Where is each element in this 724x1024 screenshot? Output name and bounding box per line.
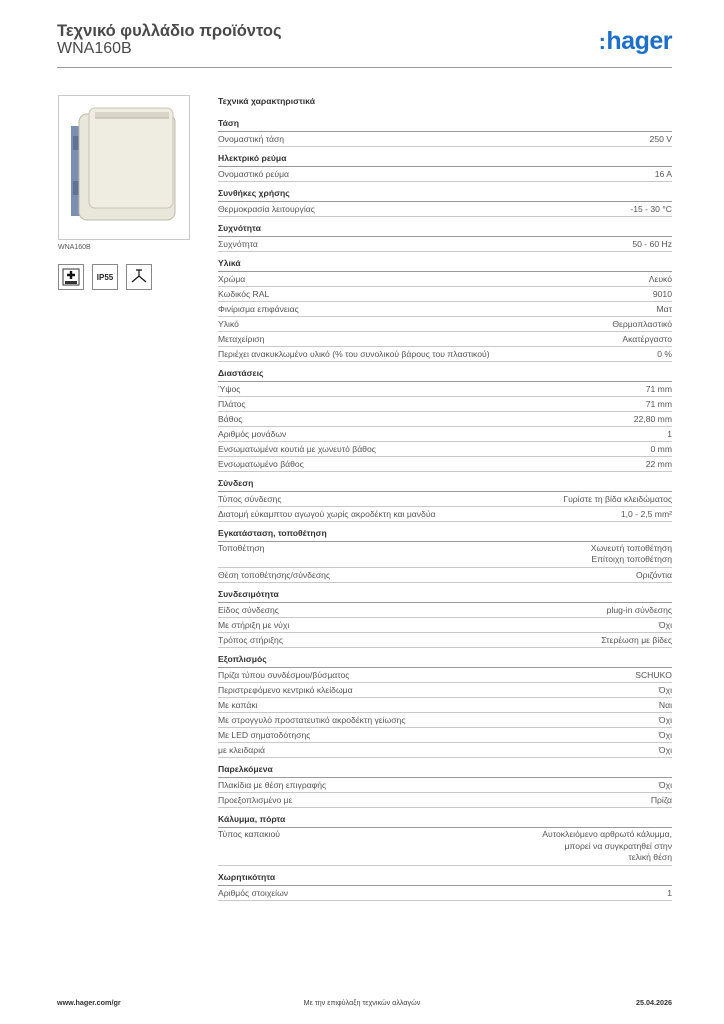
section-title: Κάλυμμα, πόρτα bbox=[218, 814, 672, 828]
spec-value: 16 A bbox=[654, 169, 672, 179]
spec-section bbox=[218, 528, 672, 583]
spec-row bbox=[218, 412, 672, 427]
spec-label: Χρώμα bbox=[218, 274, 246, 284]
section-title: Συνθήκες χρήσης bbox=[218, 188, 672, 202]
spec-label: Τοποθέτηση bbox=[218, 543, 265, 553]
spec-section bbox=[218, 118, 672, 147]
spec-row bbox=[218, 886, 672, 901]
spec-section bbox=[218, 258, 672, 362]
spec-row bbox=[218, 698, 672, 713]
spec-value: 1 bbox=[667, 888, 672, 899]
wiring-symbol-icon bbox=[126, 264, 152, 290]
spec-row bbox=[218, 683, 672, 698]
spec-label: Προεξοπλισμένο με bbox=[218, 795, 293, 806]
spec-label: Διατομή εύκαμπτου αγωγού χωρίς ακροδέκτη και μανδύα bbox=[218, 509, 436, 519]
spec-row bbox=[218, 272, 672, 287]
product-image bbox=[58, 95, 190, 240]
spec-label: Συχνότητα bbox=[218, 239, 258, 249]
spec-label: Με στήριξη με νύχι bbox=[218, 620, 290, 631]
spec-value: Αυτοκλειόμενο αρθρωτό κάλυμμα, μπορεί να συγκρατηθεί στην τελική θέση bbox=[542, 829, 672, 862]
spec-value: 250 V bbox=[649, 134, 672, 144]
spec-value: 71 mm bbox=[645, 384, 672, 394]
spec-value: Ματ bbox=[656, 304, 672, 314]
spec-value: Ακατέργαστο bbox=[622, 334, 672, 344]
spec-row bbox=[218, 397, 672, 412]
spec-label: Ενσωματωμένα κουτιά με χωνευτό βάθος bbox=[218, 444, 376, 454]
section-title: Συχνότητα bbox=[218, 223, 672, 237]
spec-row bbox=[218, 347, 672, 362]
specifications bbox=[218, 96, 672, 907]
spec-row bbox=[218, 618, 672, 633]
header-divider bbox=[57, 67, 672, 68]
spec-value: Στερέωση με βίδες bbox=[601, 635, 672, 646]
spec-row bbox=[218, 743, 672, 758]
spec-value: Ναι bbox=[658, 700, 672, 711]
spec-label: Μεταχείριση bbox=[218, 334, 265, 344]
spec-label: Αριθμός μονάδων bbox=[218, 429, 287, 439]
spec-label: Με στρογγυλό προστατευτικό ακροδέκτη γείωσης bbox=[218, 715, 406, 726]
spec-row bbox=[218, 668, 672, 683]
spec-section bbox=[218, 654, 672, 758]
spec-label: Πλακίδια με θέση επιγραφής bbox=[218, 780, 327, 791]
product-caption: WNA160B bbox=[58, 244, 91, 251]
spec-label: με κλειδαριά bbox=[218, 745, 266, 756]
spec-row bbox=[218, 237, 672, 252]
spec-value: -15 - 30 °C bbox=[630, 204, 672, 214]
spec-row bbox=[218, 542, 672, 568]
spec-value: Όχι bbox=[658, 620, 672, 631]
footer-date: 25.04.2026 bbox=[636, 998, 672, 1007]
spec-label: Βάθος bbox=[218, 414, 243, 424]
spec-row bbox=[218, 132, 672, 147]
spec-label: Υλικό bbox=[218, 319, 239, 329]
spec-value: 0 mm bbox=[650, 444, 672, 454]
section-title: Ηλεκτρικό ρεύμα bbox=[218, 153, 672, 167]
spec-label: Ενσωματωμένο βάθος bbox=[218, 459, 304, 469]
spec-value: 0 % bbox=[657, 349, 672, 359]
spec-value: 50 - 60 Hz bbox=[632, 239, 672, 249]
spec-value: Οριζόντια bbox=[635, 570, 672, 581]
spec-row bbox=[218, 317, 672, 332]
spec-label: Φινίρισμα επιφάνειας bbox=[218, 304, 299, 314]
spec-row bbox=[218, 427, 672, 442]
specifications-title: Τεχνικά χαρακτηριστικά bbox=[218, 96, 315, 106]
hager-logo[interactable] bbox=[599, 27, 672, 56]
spec-section bbox=[218, 589, 672, 648]
spec-label: Πρίζα τύπου συνδέσμου/βύσματος bbox=[218, 670, 350, 681]
section-title: Εγκατάσταση, τοποθέτηση bbox=[218, 528, 672, 542]
spec-value: Όχι bbox=[658, 715, 672, 726]
spec-row bbox=[218, 332, 672, 347]
spec-row bbox=[218, 793, 672, 808]
spec-value: Όχι bbox=[658, 685, 672, 696]
footer-website[interactable]: www.hager.com/gr bbox=[57, 998, 121, 1007]
spec-value: Θερμοπλαστικό bbox=[612, 319, 672, 329]
spec-section bbox=[218, 764, 672, 808]
section-title: Συνδεσιμότητα bbox=[218, 589, 672, 603]
socket-illustration bbox=[59, 96, 189, 239]
spec-row bbox=[218, 507, 672, 522]
spec-row bbox=[218, 167, 672, 182]
spec-row bbox=[218, 302, 672, 317]
section-title: Σύνδεση bbox=[218, 478, 672, 492]
logo-colon-icon: : bbox=[598, 29, 606, 54]
spec-label: Περιστρεφόμενο κεντρικό κλείδωμα bbox=[218, 685, 353, 696]
spec-section bbox=[218, 153, 672, 182]
spec-value: Πρίζα bbox=[650, 795, 672, 806]
spec-section bbox=[218, 368, 672, 472]
section-title: Εξοπλισμός bbox=[218, 654, 672, 668]
spec-section bbox=[218, 872, 672, 901]
spec-label: Ονομαστικό ρεύμα bbox=[218, 169, 289, 179]
spec-row bbox=[218, 828, 672, 866]
spec-section bbox=[218, 814, 672, 866]
spec-label: Αριθμός στοιχείων bbox=[218, 888, 289, 899]
spec-label: Ύψος bbox=[218, 384, 241, 394]
spec-row bbox=[218, 728, 672, 743]
spec-label: Κωδικός RAL bbox=[218, 289, 270, 299]
spec-row bbox=[218, 713, 672, 728]
logo-text: hager bbox=[606, 27, 672, 55]
spec-row bbox=[218, 603, 672, 618]
ip-rating-icon: IP55 bbox=[92, 264, 118, 290]
spec-value: 71 mm bbox=[645, 399, 672, 409]
spec-value: Γυρίστε τη βίδα κλειδώματος bbox=[563, 494, 672, 504]
footer-notice: Με την επιφύλαξη τεχνικών αλλαγών bbox=[303, 998, 421, 1007]
spec-row bbox=[218, 778, 672, 793]
spec-label: Τρόπος στήριξης bbox=[218, 635, 283, 646]
spec-label: Ονομαστική τάση bbox=[218, 134, 285, 144]
spec-section bbox=[218, 478, 672, 522]
spec-row bbox=[218, 568, 672, 583]
spec-value: SCHUKO bbox=[635, 670, 672, 681]
spec-label: Πλάτος bbox=[218, 399, 246, 409]
spec-label: Με καπάκι bbox=[218, 700, 258, 711]
plus-schuko-icon bbox=[58, 264, 84, 290]
document-title: Τεχνικό φυλλάδιο προϊόντος bbox=[57, 22, 282, 40]
spec-row bbox=[218, 287, 672, 302]
spec-value: Όχι bbox=[658, 745, 672, 756]
spec-row bbox=[218, 442, 672, 457]
spec-value: plug-in σύνδεσης bbox=[606, 605, 672, 616]
spec-value: 1,0 - 2,5 mm² bbox=[620, 509, 672, 519]
section-title: Διαστάσεις bbox=[218, 368, 672, 382]
spec-sections bbox=[218, 118, 672, 901]
spec-row bbox=[218, 457, 672, 472]
spec-value: 1 bbox=[667, 429, 672, 439]
spec-label: Τύπος καπακιού bbox=[218, 829, 280, 840]
certification-icons bbox=[58, 264, 152, 290]
spec-label: Θερμοκρασία λειτουργίας bbox=[218, 204, 315, 214]
spec-label: Τύπος σύνδεσης bbox=[218, 494, 282, 504]
section-title: Τάση bbox=[218, 118, 672, 132]
spec-row bbox=[218, 492, 672, 507]
spec-section bbox=[218, 223, 672, 252]
spec-label: Θέση τοποθέτησης/σύνδεσης bbox=[218, 570, 331, 581]
spec-value: Λευκό bbox=[648, 274, 672, 284]
spec-label: Περιέχει ανακυκλωμένο υλικό (% του συνολικού βάρους του πλαστικού) bbox=[218, 349, 490, 359]
spec-value: 22,80 mm bbox=[633, 414, 672, 424]
spec-row bbox=[218, 202, 672, 217]
spec-row bbox=[218, 382, 672, 397]
spec-label: Είδος σύνδεσης bbox=[218, 605, 279, 616]
section-title: Παρελκόμενα bbox=[218, 764, 672, 778]
section-title: Υλικά bbox=[218, 258, 672, 272]
section-title: Χωρητικότητα bbox=[218, 872, 672, 886]
product-code: WNA160B bbox=[57, 40, 132, 57]
spec-section bbox=[218, 188, 672, 217]
spec-label: Με LED σηματοδότησης bbox=[218, 730, 311, 741]
spec-value: 22 mm bbox=[645, 459, 672, 469]
spec-row bbox=[218, 633, 672, 648]
spec-value: Όχι bbox=[658, 780, 672, 791]
spec-value: 9010 bbox=[652, 289, 672, 299]
spec-value: Όχι bbox=[658, 730, 672, 741]
spec-value: Χωνευτή τοποθέτηση Επίτοιχη τοποθέτηση bbox=[590, 543, 672, 565]
